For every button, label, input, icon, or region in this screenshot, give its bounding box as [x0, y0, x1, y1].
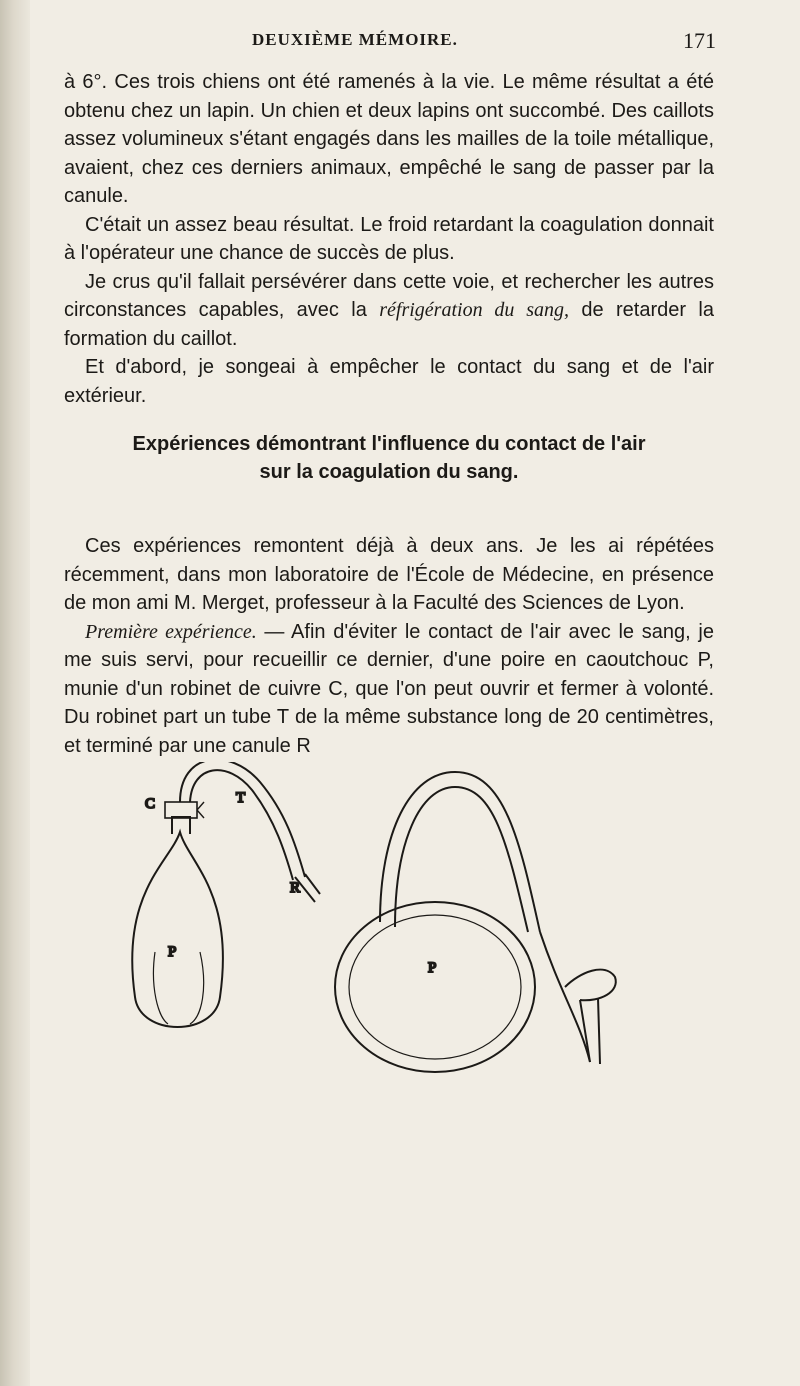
label-c: C: [145, 796, 156, 812]
tube-t-right-inner: [395, 787, 528, 932]
paragraph: à 6°. Ces trois chiens ont été ramenés à la vie. Le même résultat a été obtenu chez un lapin. Un chien et deux lapins ont succombé. Des caillots assez volumineux s'étant engagés dans les mailles de la toile métallique, avaient, chez ces derniers animaux, empêché le sang de passer par la canule.: [64, 71, 714, 207]
right-apparatus: [335, 772, 616, 1072]
cannula-r-right: [565, 970, 616, 1001]
tube-t-left-inner: [190, 770, 293, 880]
paragraph: [64, 268, 714, 354]
valve-handle: [197, 802, 204, 818]
bulb-left-highlight: [190, 952, 204, 1024]
bulb-right-inner: [349, 915, 521, 1059]
paragraph: Ces expériences remontent déjà à deux ans. Je les ai répétées récemment, dans mon laboratoire de l'École de Médecine, en présence de mon ami M. Merget, professeur à la Faculté des Sciences de Lyon.: [64, 535, 714, 614]
left-apparatus: [132, 762, 320, 1027]
heading-line: Expériences démontrant l'influence du contact de l'air: [132, 433, 646, 455]
text-run: Je crus qu'il fallait persévérer dans cette voie, et rechercher les autres circonstances capables, avec la: [64, 270, 714, 321]
running-head: DEUXIÈME MÉMOIRE.: [252, 30, 458, 49]
rubber-bulb-figure: [110, 762, 670, 1092]
bulb-right: [335, 902, 535, 1072]
italic-phrase: réfrigération du sang,: [379, 299, 569, 321]
section-heading: [64, 430, 714, 486]
bulb-left: [132, 832, 223, 1027]
page-spine-shadow: [0, 0, 30, 1386]
paragraph: C'était un assez beau résultat. Le froid retardant la coagulation donnait à l'opérateur une chance de succès de plus.: [64, 213, 714, 264]
tube-t-right: [380, 772, 540, 932]
label-t: T: [236, 790, 246, 806]
heading-line: sur la coagulation du sang.: [259, 461, 519, 483]
text-run: — Afin d'éviter le contact de l'air avec le sang, je me suis servi, pour recueillir ce dernier, d'une poire en caoutchouc P, munie d'un robinet de cuivre C, que l'on peut ouvrir et fermer à volonté. Du robinet part un tube T de la même substance long de 20 centimètres, et terminé par une canule R: [64, 620, 714, 757]
label-p-left: P: [168, 944, 177, 960]
bulb-left-neck: [172, 817, 190, 834]
bulb-left-highlight: [153, 952, 168, 1024]
body-text-bottom: [64, 532, 714, 760]
italic-phrase: Première expérience.: [85, 620, 257, 643]
copper-valve: [165, 802, 197, 818]
cannula-tip-right: [580, 998, 600, 1064]
page-number: 171: [683, 28, 716, 53]
paragraph: Et d'abord, je songeai à empêcher le contact du sang et de l'air extérieur.: [64, 356, 714, 407]
body-text-top: [64, 68, 714, 410]
label-r: R: [290, 880, 301, 896]
text-run: de retarder la formation du caillot.: [64, 299, 714, 350]
paragraph: [64, 618, 714, 761]
label-p-right: P: [428, 960, 437, 976]
tube-end-right: [540, 932, 590, 1062]
